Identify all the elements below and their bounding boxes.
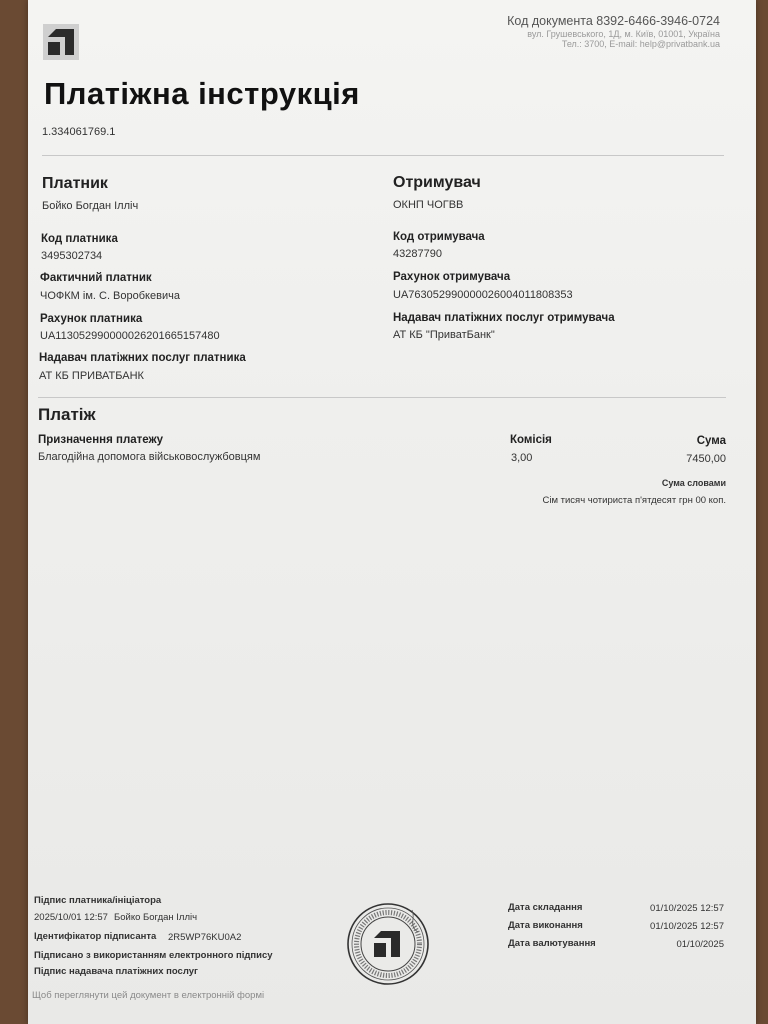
fee-value: 3,00 <box>511 452 533 464</box>
footer-note: Щоб переглянути цей документ в електронній формі <box>32 990 265 1001</box>
divider <box>38 397 726 398</box>
signer-name: Бойко Богдан Ілліч <box>114 912 198 923</box>
payer-code: 3495302734 <box>41 250 103 262</box>
executed-date: 01/10/2025 12:57 <box>650 921 724 932</box>
recipient-account-label: Рахунок отримувача <box>393 271 511 283</box>
privatbank-logo-icon <box>43 24 79 60</box>
signer-id: 2R5WP76KU0A2 <box>168 932 242 943</box>
document-code: Код документа 8392-6466-3946-0724 <box>507 14 720 28</box>
provider-sign-label: Підпис надавача платіжних послуг <box>34 966 198 977</box>
recipient-account: UA763052990000026004011808353 <box>393 289 573 301</box>
e-sign-note: Підписано з використанням електронного підпису <box>34 950 273 961</box>
signer-label: Підпис платника/ініціатора <box>34 895 162 906</box>
bank-address <box>527 29 720 49</box>
divider <box>42 155 724 156</box>
fee-label: Комісія <box>510 434 552 446</box>
actual-payer: ЧОФКМ ім. С. Воробкевича <box>40 290 180 302</box>
payer-provider: АТ КБ ПРИВАТБАНК <box>39 370 144 382</box>
compiled-date: 01/10/2025 12:57 <box>650 903 724 914</box>
payer-name: Бойко Богдан Ілліч <box>42 200 139 212</box>
bank-seal-icon <box>346 902 430 986</box>
document-page <box>28 0 756 1024</box>
recipient-code-label: Код отримувача <box>393 231 485 243</box>
recipient-heading: Отримувач <box>393 174 481 191</box>
sum-words: Сім тисяч чотириста п'ятдесят грн 00 коп. <box>542 495 726 506</box>
sum-label: Сума <box>696 435 726 447</box>
recipient-provider: АТ КБ "ПриватБанк" <box>393 329 495 341</box>
sum-value: 7450,00 <box>686 453 726 465</box>
address-line: вул. Грушевського, 1Д, м. Київ, 01001, Україна <box>527 29 720 39</box>
signed-at: 2025/10/01 12:57 <box>34 912 108 923</box>
sum-words-label: Сума словами <box>661 478 726 488</box>
payment-purpose: Благодійна допомога військовослужбовцям <box>38 451 261 463</box>
value-date: 01/10/2025 <box>676 939 724 950</box>
signer-id-label: Ідентифікатор підписанта <box>34 931 157 942</box>
payer-heading: Платник <box>42 175 108 192</box>
actual-payer-label: Фактичний платник <box>40 272 152 284</box>
payment-heading: Платіж <box>38 405 96 424</box>
address-line: Тел.: 3700, E-mail: help@privatbank.ua <box>561 39 720 49</box>
value-date-label: Дата валютування <box>508 938 596 949</box>
recipient-provider-label: Надавач платіжних послуг отримувача <box>393 312 615 324</box>
payer-provider-label: Надавач платіжних послуг платника <box>39 352 246 364</box>
purpose-label: Призначення платежу <box>38 434 164 446</box>
document-number: 1.334061769.1 <box>42 126 116 138</box>
page-title: Платіжна інструкція <box>44 76 360 111</box>
payer-code-label: Код платника <box>41 233 118 245</box>
executed-date-label: Дата виконання <box>508 920 583 931</box>
compiled-date-label: Дата складання <box>508 902 583 913</box>
payer-account: UA113052990000026201665157480 <box>40 330 220 342</box>
payer-account-label: Рахунок платника <box>40 313 143 325</box>
recipient-code: 43287790 <box>393 248 442 260</box>
recipient-name: ОКНП ЧОГВВ <box>393 199 464 211</box>
